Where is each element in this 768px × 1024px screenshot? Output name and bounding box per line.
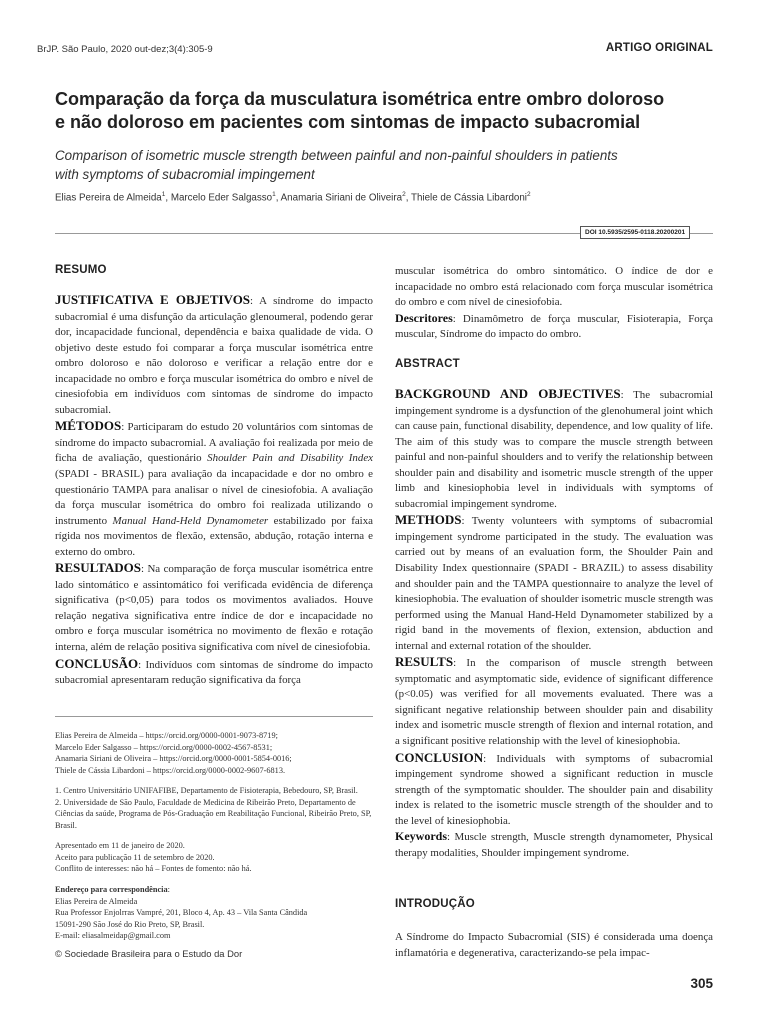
author: Anamaria Siriani de Oliveira [280,192,403,204]
orcid-item[interactable]: Thiele de Cássia Libardoni – https://orcid.org/0000-0002-9607-6813. [55,765,286,775]
resumo-resultados: RESULTADOS: Na comparação de força muscular isométrica entre lado sintomático e assintomático foi verificada evidência de diferença significativa (p<0,05) para todos os movimentos avaliados. Houve relação negativa significativa entre índice de dor e incapacidade no ombro e força muscular isométrica no movimento de flexão e rotação interna, além de relação positiva significativa com nível de cinesiofobia. [55,560,373,654]
introducao-text: A Síndrome do Impacto Subacromial (SIS) é considerada uma doença inflamatória e degenerativa, caracterizando-se pela impac- [395,931,713,959]
resumo-body [55,292,373,689]
resumo-descritores: Descritores: Dinamômetro de força muscular, Fisioterapia, Força muscular, Síndrome do impacto do ombro. [395,310,713,341]
page-number: 305 [690,976,713,991]
correspondence-line: 15091-290 São José do Rio Preto, SP, Brasil. [55,919,205,929]
affiliation-mark: 1 [161,191,166,198]
abstract-keywords: Keywords: Muscle strength, Muscle strength dynamometer, Physical therapy modalities, Shoulder impingement syndrome. [395,829,713,859]
doi-badge[interactable]: DOI 10.5935/2595-0118.20200201 [580,226,690,239]
affiliation-mark: 1 [272,191,276,198]
affiliation-list [55,785,373,831]
footnote-rule [55,716,373,717]
correspondence-label: Endereço para correspondência [55,885,168,894]
resumo-metodos: MÉTODOS: Participaram do estudo 20 voluntários com sintomas de síndrome do impacto subacromial. A avaliação foi realizada por meio de ficha de avaliação, questionário Shoulder Pain and Disability Index (SPADI - BRASIL) para avaliação da incapacidade e dor no ombro e questionário TAMPA para analisar o nível de cinesiofobia. A avaliação da força muscular isométrica do ombro foi realizada utilizando o instrumento Manual Hand-Held Dynamometer estabilizado por faixa rígida nos movimentos de flexão, extensão, abdução, rotação interna e externo do ombro. [55,418,373,558]
orcid-item[interactable]: Anamaria Siriani de Oliveira – https://orcid.org/0000-0001-5854-0016; [55,754,292,764]
correspondence: Endereço para correspondência: Elias Pereira de Almeida Rua Professor Enjolrras Vampré, 201, Bloco 4, Ap. 43 – Vila Santa Cândida 15091-290 São José do Rio Preto, SP, Brasil. E-mail: eliasalmeidap@gmail.com [55,884,373,942]
resumo-continued [395,264,713,343]
title-en-line-2: with symptoms of subacromial impingement [55,166,315,182]
author-list: Elias Pereira de Almeida$^1$, Marcelo Eder Salgasso$^1$, Anamaria Siriani de Oliveira$^2$, Thiele de Cássia Libardoni$^2$ [55,191,531,204]
abstract-methods: METHODS: Twenty volunteers with symptoms of subacromial impingement syndrome participated in the study. The evaluation was carried out by means of an evaluation form, the Shoulder Pain and Disability Index questionnaire (SPADI - BRAZIL) to assess disability and shoulder pain and the TAMPA questionnaire to analyze the level of kinesiophobia. The evaluation of shoulder isometric muscle strength was performed using the Manual Hand-Held Dynamometer stabilized by a rigid band in the movements of flexion, extension, abduction and internal and external rotation of the shoulder. [395,512,713,652]
resumo-conclusao: CONCLUSÃO: Indivíduos com sintomas de síndrome do impacto subacromial apresentaram redução significativa da força [55,655,373,687]
abstract-conclusion: CONCLUSION: Individuals with symptoms of subacromial impingement syndrome showed a significant reduction in muscle strength of the symptomatic shoulder. The shoulder pain and disability index is related to the isometric muscle strength of the shoulder and to the level of kinesiophobia. [395,749,713,827]
abstract-heading: ABSTRACT [395,358,460,370]
submission-dates [55,840,373,875]
resumo-conclusao-cont: muscular isométrica do ombro sintomático. O índice de dor e incapacidade no ombro está relacionado com força muscular isométrica do ombro e com nível de cinesiofobia. [395,265,713,309]
affiliation-item: 2. Universidade de São Paulo, Faculdade de Medicina de Ribeirão Preto, Departamento de Ciências da saúde, Programa de Pós-Graduação em Reabilitação Funcional, Ribeirão Preto, SP, Brasil. [55,797,372,830]
title-line-1: Comparação da força da musculatura isométrica entre ombro doloroso [55,89,665,109]
correspondence-email[interactable]: E-mail: eliasalmeidap@gmail.com [55,931,171,941]
affiliation-mark: 2 [402,191,406,198]
article-type: ARTIGO ORIGINAL [605,42,713,54]
author: Elias Pereira de Almeida [55,192,162,204]
author: Thiele de Cássia Libardoni [410,192,527,204]
affiliation-item: 1. Centro Universitário UNIFAFIBE, Departamento de Fisioterapia, Bebedouro, SP, Brasil. [55,786,358,795]
abstract-results: RESULTS: In the comparison of muscle strength between symptomatic and asymptomatic side, evidence of significant difference (p<0.05) was verified for all movements evaluated. There was a significant negative relationship between shoulder pain and disability index and isometric muscle strength of flexion and internal rotation, and a significant positive relationship with the level of kinesiophobia. [395,654,713,748]
abstract-background: BACKGROUND AND OBJECTIVES: The subacromial impingement syndrome is a dysfunction of the glenohumeral joint which can cause pain, functional disability, dependence, and low quality of life. The aim of this study was to compare the muscle strength between painful and non-painful shoulders and to verify the relationship between shoulder pain and disability and isometric muscle strength of the upper limb and kinesiophobia level in individuals with symptoms of subacromial impingement syndrome. [395,386,713,510]
author: Marcelo Eder Salgasso [170,192,273,204]
orcid-item[interactable]: Marcelo Eder Salgasso – https://orcid.org/0000-0002-4567-8531; [55,742,273,752]
date-item: Conflito de interesses: não há – Fontes de fomento: não há. [55,864,252,874]
title-english [55,147,725,184]
title-portuguese [55,88,725,134]
society-copyright: © Sociedade Brasileira para o Estudo da Dor [55,948,243,959]
date-item: Apresentado em 11 de janeiro de 2020. [55,841,185,850]
title-line-2: e não doloroso em pacientes com sintomas de impacto subacromial [55,112,641,132]
correspondence-line: Rua Professor Enjolrras Vampré, 201, Bloco 4, Ap. 43 – Vila Santa Cândida [55,908,308,918]
introducao-heading: INTRODUÇÃO [395,898,475,910]
journal-reference: BrJP. São Paulo, 2020 out-dez;3(4):305-9 [37,44,213,55]
resumo-justificativa: JUSTIFICATIVA E OBJETIVOS: A síndrome do impacto subacromial é uma disfunção da articulação glenoumeral, podendo gerar dor, incapacidade funcional, dependência e baixa qualidade de vida. O objetivo deste estudo foi comparar a força muscular isométrica entre ombro doloroso e não doloroso e verificar a relação entre dor e incapacidade no ombro e força muscular isométrica do ombro e nível de cinesiofobia em indivíduos com sintomas de síndrome do impacto subacromial. [55,292,373,416]
affiliation-mark: 2 [526,191,531,198]
resumo-heading: RESUMO [55,264,107,276]
correspondence-line: Elias Pereira de Almeida [55,896,138,906]
orcid-item[interactable]: Elias Pereira de Almeida – https://orcid.org/0000-0001-9073-8719; [55,731,278,740]
title-en-line-1: Comparison of isometric muscle strength between painful and non-painful shoulders in patients [55,148,618,163]
orcid-list [55,730,373,776]
abstract-body [395,386,713,861]
date-item: Aceito para publicação 11 de setembro de 2020. [55,852,215,862]
